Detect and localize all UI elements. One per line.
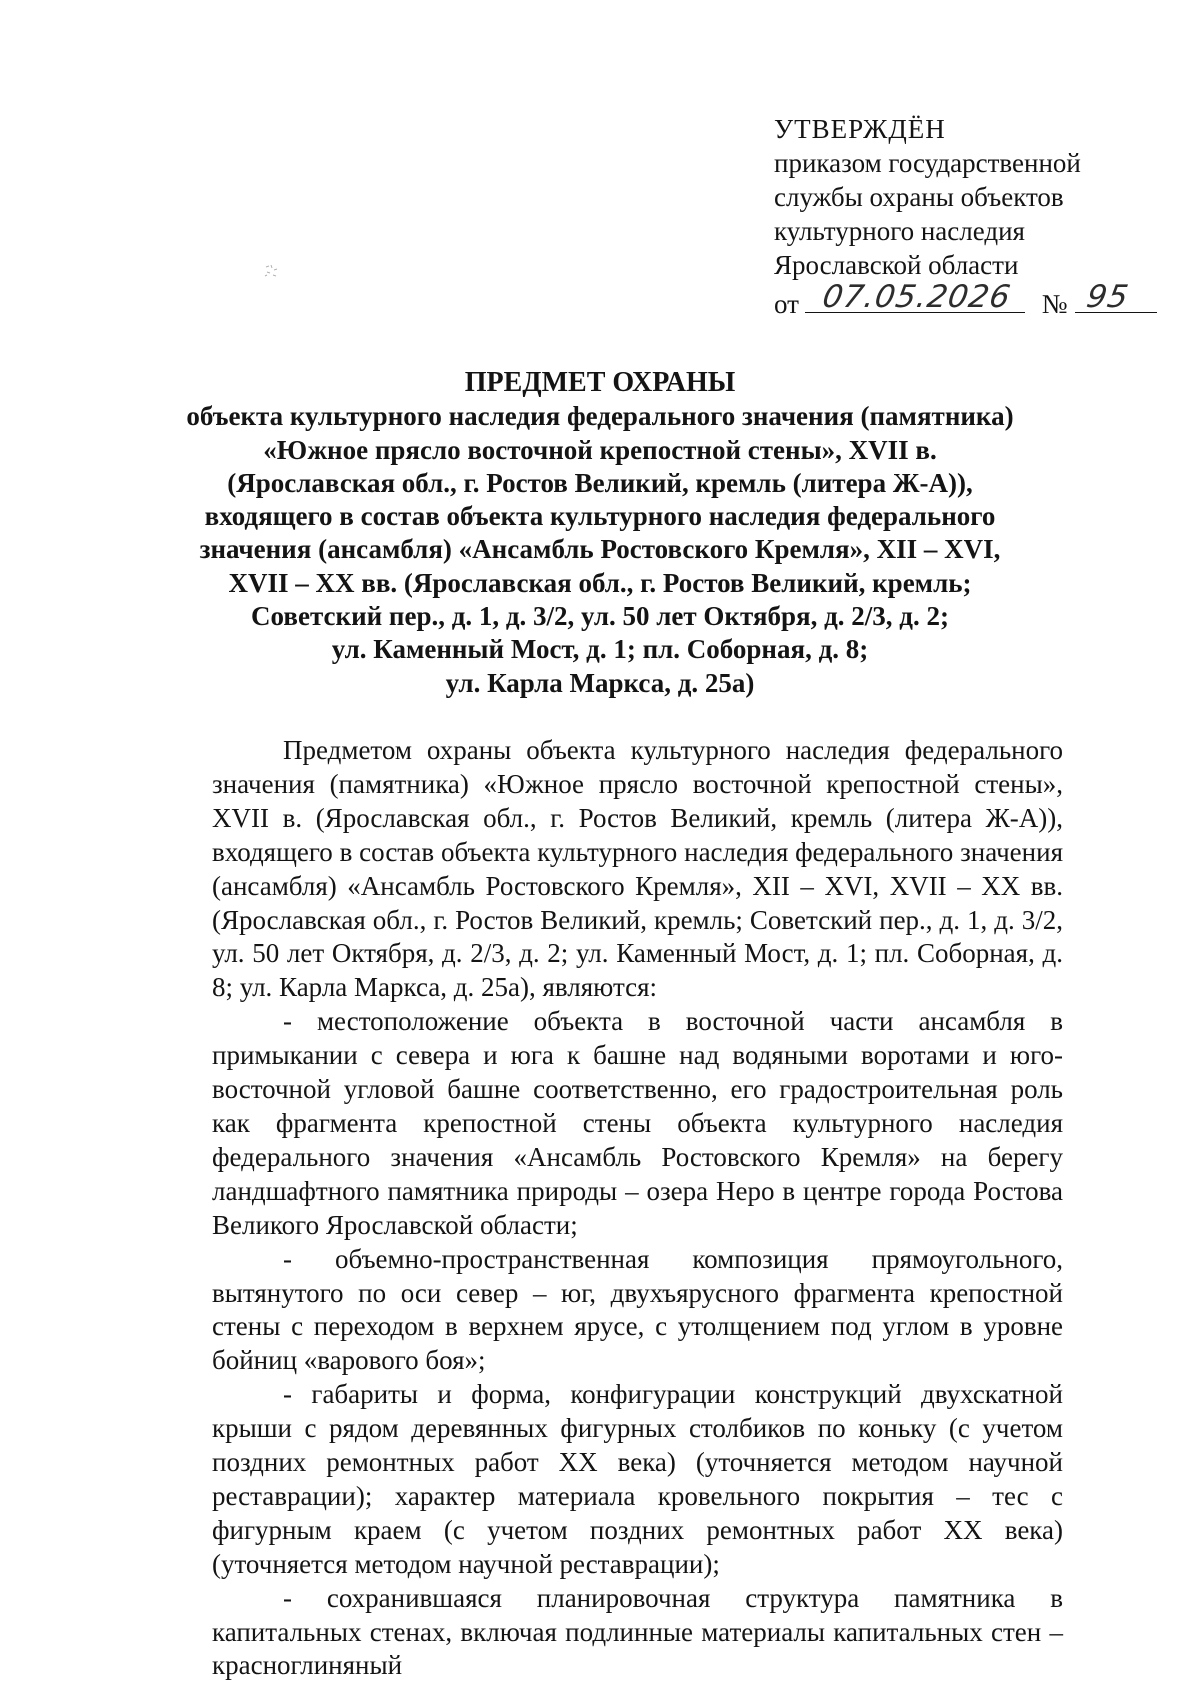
body-paragraph-location: - местоположение объекта в восточной части ансамбля в примыкании с севера и юга к башне над водяными воротами и юго-восточной угловой башне соответственно, его градостроительная роль как фрагмента крепостной стены объекта культурного наследия федерального значения «Ансамбль Ростовского Кремля» на берегу ландшафтного памятника природы – озера Неро в центре города Ростова Великого Ярославской области;: [212, 1006, 1063, 1240]
date-prefix: от: [774, 289, 799, 319]
heading-line: (Ярославская обл., г. Ростов Великий, кремль (литера Ж-А)),: [227, 467, 973, 498]
heading-title: ПРЕДМЕТ ОХРАНЫ: [464, 367, 736, 398]
document-body: [212, 734, 1063, 1683]
approval-line: культурного наследия: [774, 216, 1025, 246]
approval-title: УТВЕРЖДЁН: [774, 114, 946, 144]
heading-line: объекта культурного наследия федерального значения (памятника): [186, 401, 1014, 432]
heading-line: «Южное прясло восточной крепостной стены», XVII в.: [263, 434, 937, 465]
approval-line: приказом государственной: [774, 148, 1081, 178]
number-field: [1075, 279, 1157, 315]
handwritten-date: 07.05.2026: [819, 279, 1014, 315]
approval-line: Ярославской области: [774, 250, 1019, 280]
handwritten-number: 95: [1084, 279, 1133, 315]
body-paragraph-intro: Предметом охраны объекта культурного наследия федерального значения (памятника) «Южное прясло восточной крепостной стены», XVII в. (Ярославская обл., г. Ростов Великий, кремль (литера Ж-А)), входящего в состав объекта культурного наследия федерального значения (ансамбля) «Ансамбль Ростовского Кремля», XII – XVI, XVII – XX вв. (Ярославская обл., г. Ростов Великий, кремль; Советский пер., д. 1, д. 3/2, ул. 50 лет Октября, д. 2/3, д. 2; ул. Каменный Мост, д. 1; пл. Соборная, д. 8; ул. Карла Маркса, д. 25а), являются:: [212, 735, 1063, 1003]
body-paragraph-structure: - сохранившаяся планировочная структура памятника в капитальных стенах, включая подлинные материалы капитальных стен – красноглиняный: [212, 1582, 1063, 1681]
body-paragraph-composition: - объемно-пространственная композиция прямоугольного, вытянутого по оси север – юг, двухъярусного фрагмента крепостной стены с переходом в верхнем ярусе, с утолщением под углом в уровне бойниц «варового боя»;: [212, 1243, 1063, 1376]
heading-line: входящего в состав объекта культурного наследия федерального: [204, 501, 996, 532]
scan-artifact: [264, 264, 280, 278]
date-field: [805, 279, 1025, 315]
approval-block: [774, 112, 1157, 321]
number-prefix: №: [1041, 289, 1068, 319]
approval-line: службы охраны объектов: [774, 182, 1064, 212]
document-heading: [160, 366, 1040, 700]
heading-line: ул. Карла Маркса, д. 25а): [445, 667, 755, 698]
heading-line: значения (ансамбля) «Ансамбль Ростовского Кремля», XII – XVI,: [199, 534, 1001, 565]
approval-date-row: [774, 279, 1157, 321]
heading-line: XVII – XX вв. (Ярославская обл., г. Ростов Великий, кремль;: [228, 567, 972, 598]
heading-line: ул. Каменный Мост, д. 1; пл. Соборная, д. 8;: [331, 634, 869, 665]
body-paragraph-roof: - габариты и форма, конфигурации конструкций двухскатной крыши с рядом деревянных фигурных столбиков по коньку (с учетом поздних ремонтных работ XX века) (уточняется методом научной реставрации); характер материала кровельного покрытия – тес с фигурным краем (с учетом поздних ремонтных работ XX века) (уточняется методом научной реставрации);: [212, 1379, 1063, 1579]
heading-line: Советский пер., д. 1, д. 3/2, ул. 50 лет Октября, д. 2/3, д. 2;: [251, 601, 949, 632]
